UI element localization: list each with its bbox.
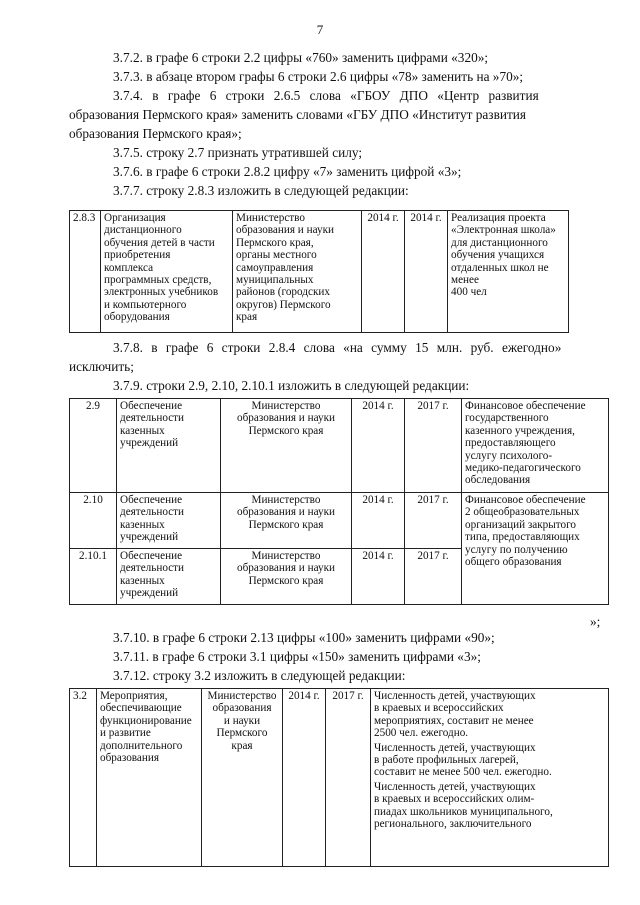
amendment-line: 3.7.8. в графе 6 строки 2.8.4 слова «на сумму 15 млн. руб. ежегодно» bbox=[113, 340, 562, 355]
table-rows-2-9-to-2-10-1 bbox=[69, 398, 609, 605]
amendments-middle bbox=[0, 338, 640, 395]
row-result bbox=[371, 689, 609, 867]
amendments-top bbox=[0, 48, 640, 200]
row-end-year: 2017 г. bbox=[405, 549, 462, 605]
amendment-line: 3.7.4. в графе 6 строки 2.6.5 слова «ГБОУ ДПО «Центр развития bbox=[113, 88, 539, 103]
table-row bbox=[70, 399, 609, 493]
amendment-line: образования Пермского края»; bbox=[69, 126, 242, 141]
row-number: 2.9 bbox=[70, 399, 117, 493]
row-activity: Обеспечение деятельности казенных учреждений bbox=[117, 399, 221, 493]
amendment-line: исключить; bbox=[69, 359, 134, 374]
result-paragraph: Численность детей, участвующих в работе профильных лагерей, составит не менее 500 чел. ежегодно. bbox=[374, 741, 552, 779]
row-activity: Организация дистанционного обучения детей в части приобретения комплекса программных средств, электронных учебников и компьютерного оборудования bbox=[101, 211, 233, 333]
table-row bbox=[70, 493, 609, 549]
amendment-line: 3.7.5. строку 2.7 признать утратившей силу; bbox=[113, 145, 363, 160]
amendment-line: 3.7.11. в графе 6 строки 3.1 цифры «150» заменить цифрами «3»; bbox=[113, 649, 481, 664]
row-number: 3.2 bbox=[70, 689, 97, 867]
table-row-3-2 bbox=[69, 688, 609, 867]
row-result: Реализация проекта «Электронная школа» для дистанционного обучения учащихся отдаленных школ не менее 400 чел bbox=[448, 211, 569, 333]
row-number: 2.10.1 bbox=[70, 549, 117, 605]
amendment-line: 3.7.9. строки 2.9, 2.10, 2.10.1 изложить в следующей редакции: bbox=[113, 378, 470, 393]
row-activity: Обеспечение деятельности казенных учреждений bbox=[117, 493, 221, 549]
row-result: Финансовое обеспечение 2 общеобразовательных организаций закрытого типа, предоставляющих услугу по получению общего образования bbox=[462, 493, 609, 605]
table-row bbox=[70, 689, 609, 867]
page-number: 7 bbox=[316, 22, 324, 37]
row-start-year: 2014 г. bbox=[283, 689, 326, 867]
row-number: 2.10 bbox=[70, 493, 117, 549]
row-executor: Министерство образования и науки Пермского края bbox=[202, 689, 283, 867]
row-executor: Министерство образования и науки Пермского края bbox=[221, 549, 352, 605]
amendment-line: образования Пермского края» заменить словами «ГБУ ДПО «Институт развития bbox=[69, 107, 527, 122]
amendment-line: 3.7.7. строку 2.8.3 изложить в следующей редакции: bbox=[113, 183, 409, 198]
row-start-year: 2014 г. bbox=[352, 549, 405, 605]
table-row bbox=[70, 211, 569, 333]
row-start-year: 2014 г. bbox=[352, 399, 405, 493]
result-paragraph: Численность детей, участвующих в краевых и всероссийских мероприятиях, составит не менее 2500 чел. ежегодно. bbox=[374, 690, 536, 740]
row-end-year: 2017 г. bbox=[405, 493, 462, 549]
row-end-year: 2014 г. bbox=[405, 211, 448, 333]
row-end-year: 2017 г. bbox=[405, 399, 462, 493]
amendment-line: 3.7.10. в графе 6 строки 2.13 цифры «100» заменить цифрами «90»; bbox=[113, 630, 495, 645]
row-executor: Министерство образования и науки Пермского края, органы местного самоуправления муниципальных районов (городских округов) Пермского края bbox=[233, 211, 362, 333]
row-end-year: 2017 г. bbox=[326, 689, 371, 867]
row-number: 2.8.3 bbox=[70, 211, 101, 333]
amendment-line: 3.7.2. в графе 6 строки 2.2 цифры «760» заменить цифрами «320»; bbox=[113, 50, 489, 65]
closing-quote: »; bbox=[590, 614, 601, 629]
row-executor: Министерство образования и науки Пермского края bbox=[221, 399, 352, 493]
row-executor: Министерство образования и науки Пермского края bbox=[221, 493, 352, 549]
result-paragraph: Численность детей, участвующих в краевых и всероссийских олим- пиадах школьников муниципального, регионального, заключительного bbox=[374, 780, 553, 831]
amendment-line: 3.7.6. в графе 6 строки 2.8.2 цифру «7» заменить цифрой «3»; bbox=[113, 164, 462, 179]
amendment-line: 3.7.12. строку 3.2 изложить в следующей редакции: bbox=[113, 668, 406, 683]
row-start-year: 2014 г. bbox=[362, 211, 405, 333]
row-start-year: 2014 г. bbox=[352, 493, 405, 549]
amendments-bottom bbox=[0, 628, 640, 685]
amendment-line: 3.7.3. в абзаце втором графы 6 строки 2.6 цифры «78» заменить на »70»; bbox=[113, 69, 524, 84]
row-result: Финансовое обеспечение государственного казенного учреждения, предоставляющего услугу психолого- медико-педагогического обследования bbox=[462, 399, 609, 493]
row-activity: Мероприятия, обеспечивающие функционирование и развитие дополнительного образования bbox=[97, 689, 202, 867]
table-row-2-8-3 bbox=[69, 210, 569, 333]
row-activity: Обеспечение деятельности казенных учреждений bbox=[117, 549, 221, 605]
